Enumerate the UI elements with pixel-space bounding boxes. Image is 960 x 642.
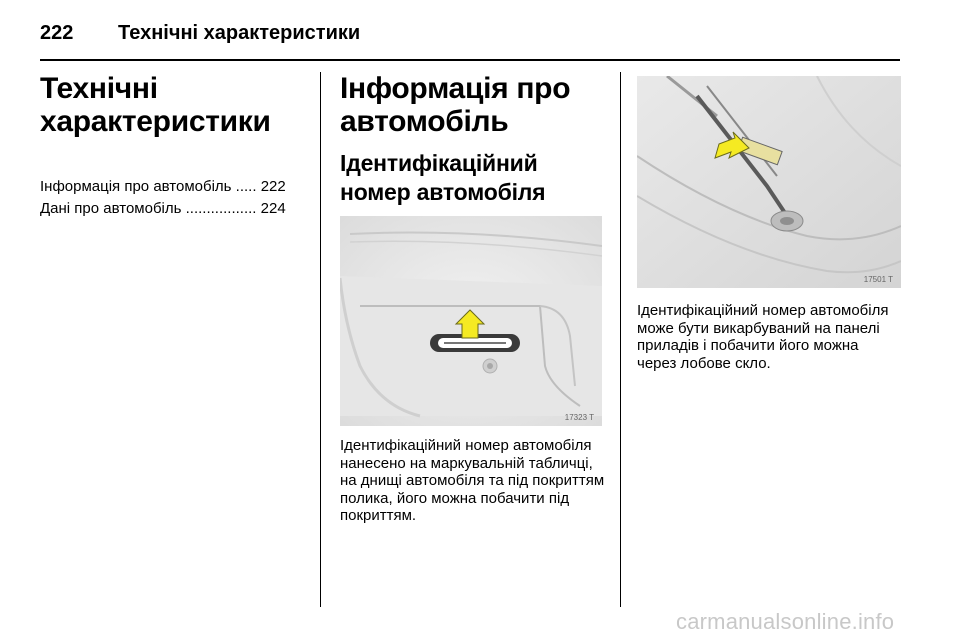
toc-entry-page: 224: [260, 200, 286, 217]
dashboard-vin-column: [637, 72, 902, 372]
header-rule: [40, 59, 900, 61]
toc-entry-label: Дані про автомобіль: [40, 200, 182, 217]
dashboard-vin-illustration: [637, 76, 901, 288]
vin-plate-figure: [340, 216, 602, 426]
figure-id: 17501 T: [863, 275, 893, 284]
page-header: [40, 18, 360, 48]
vin-plate-text: Ідентифікаційний номер автомобіля нанесено на маркувальній табличці, на днищі автомобіля та під покриттям полика, його можна побачити під покриттям.: [340, 437, 605, 524]
table-of-contents: [40, 176, 300, 220]
toc-entry[interactable]: [40, 176, 300, 198]
dashboard-vin-figure: [637, 76, 901, 288]
toc-entry-page: 222: [260, 178, 286, 195]
toc-entry-dots: .....: [235, 178, 257, 195]
page-number: 222: [40, 21, 74, 44]
vehicle-info-column: [340, 72, 605, 525]
column-divider: [620, 72, 621, 607]
column-divider: [320, 72, 321, 607]
watermark: carmanualsonline.info: [676, 609, 895, 634]
section-title: Технічні характеристики: [40, 72, 271, 138]
toc-entry-dots: .................: [185, 200, 257, 217]
vin-subheading: Ідентифікаційний номер автомобіля: [340, 150, 546, 205]
toc-entry-label: Інформація про автомобіль: [40, 178, 232, 195]
section-overview: [40, 72, 300, 220]
toc-entry[interactable]: [40, 198, 300, 220]
vin-plate-illustration: [340, 216, 602, 426]
running-header-title: Технічні характеристики: [118, 21, 361, 44]
vehicle-info-heading: Інформація про автомобіль: [340, 72, 571, 138]
dashboard-vin-text: Ідентифікаційний номер автомобіля може бути викарбуваний на панелі приладів і побачити його можна через лобове скло.: [637, 302, 889, 372]
figure-id: 17323 T: [564, 413, 594, 422]
